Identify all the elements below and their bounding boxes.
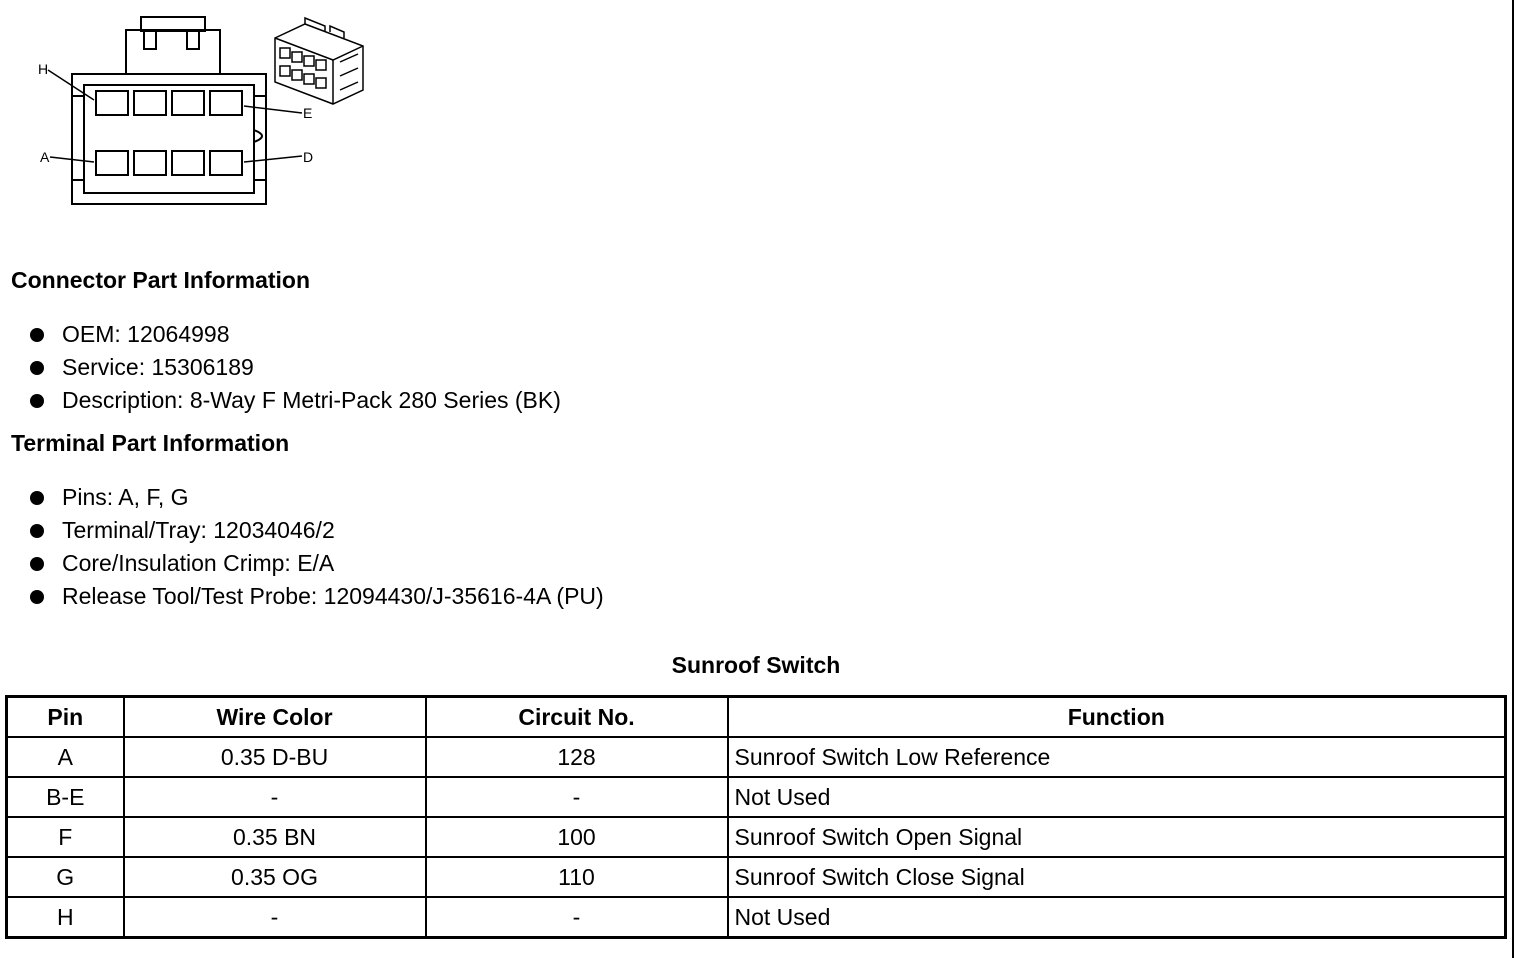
circuit-cell: 110 bbox=[426, 857, 728, 897]
pin-cell: H bbox=[7, 897, 124, 938]
column-header-pin: Pin bbox=[7, 697, 124, 738]
right-border-rule bbox=[1512, 0, 1514, 958]
function-cell: Sunroof Switch Low Reference bbox=[728, 737, 1506, 777]
table-row bbox=[7, 857, 1506, 897]
circuit-cell: - bbox=[426, 777, 728, 817]
function-cell: Not Used bbox=[728, 777, 1506, 817]
list-item bbox=[28, 351, 561, 384]
wire-color-cell: 0.35 BN bbox=[124, 817, 426, 857]
pin-label-a: A bbox=[40, 149, 50, 165]
service-part-text: Service: 15306189 bbox=[62, 354, 254, 380]
pin-cell: B-E bbox=[7, 777, 124, 817]
bullet-icon bbox=[30, 361, 44, 375]
list-item bbox=[28, 384, 561, 417]
pin-cell: G bbox=[7, 857, 124, 897]
bullet-icon bbox=[30, 557, 44, 571]
connector-info-list bbox=[28, 318, 561, 417]
circuit-cell: 100 bbox=[426, 817, 728, 857]
bullet-icon bbox=[30, 491, 44, 505]
release-tool-text: Release Tool/Test Probe: 12094430/J-35616-4A (PU) bbox=[62, 583, 604, 609]
pin-cell: A bbox=[7, 737, 124, 777]
bullet-icon bbox=[30, 394, 44, 408]
terminal-info-heading: Terminal Part Information bbox=[11, 430, 290, 456]
pin-cavities bbox=[96, 91, 242, 175]
pin-cell: F bbox=[7, 817, 124, 857]
pinout-table bbox=[5, 695, 1507, 939]
crimp-text: Core/Insulation Crimp: E/A bbox=[62, 550, 335, 576]
function-cell: Not Used bbox=[728, 897, 1506, 938]
connector-isometric-illustration bbox=[275, 18, 363, 104]
table-row bbox=[7, 897, 1506, 938]
pins-text: Pins: A, F, G bbox=[62, 484, 189, 510]
pin-label-e: E bbox=[303, 105, 313, 121]
wire-color-cell: 0.35 D-BU bbox=[124, 737, 426, 777]
list-item bbox=[28, 580, 604, 613]
column-header-function: Function bbox=[728, 697, 1506, 738]
oem-part-text: OEM: 12064998 bbox=[62, 321, 230, 347]
wire-color-cell: - bbox=[124, 777, 426, 817]
description-text: Description: 8-Way F Metri-Pack 280 Series (BK) bbox=[62, 387, 561, 413]
terminal-info-list bbox=[28, 481, 604, 613]
table-row bbox=[7, 777, 1506, 817]
wire-color-cell: 0.35 OG bbox=[124, 857, 426, 897]
connector-face-diagram bbox=[30, 10, 380, 215]
list-item bbox=[28, 481, 604, 514]
bullet-icon bbox=[30, 590, 44, 604]
column-header-circuit: Circuit No. bbox=[426, 697, 728, 738]
bullet-icon bbox=[30, 524, 44, 538]
table-title: Sunroof Switch bbox=[671, 652, 841, 678]
list-item bbox=[28, 318, 561, 351]
terminal-tray-text: Terminal/Tray: 12034046/2 bbox=[62, 517, 335, 543]
column-header-wire-color: Wire Color bbox=[124, 697, 426, 738]
table-row bbox=[7, 737, 1506, 777]
bullet-icon bbox=[30, 328, 44, 342]
pin-label-h: H bbox=[38, 61, 49, 77]
list-item bbox=[28, 547, 604, 580]
circuit-cell: 128 bbox=[426, 737, 728, 777]
table-row bbox=[7, 817, 1506, 857]
pin-label-d: D bbox=[303, 149, 314, 165]
list-item bbox=[28, 514, 604, 547]
table-header-row bbox=[7, 697, 1506, 738]
connector-info-heading: Connector Part Information bbox=[11, 267, 311, 293]
function-cell: Sunroof Switch Close Signal bbox=[728, 857, 1506, 897]
wire-color-cell: - bbox=[124, 897, 426, 938]
circuit-cell: - bbox=[426, 897, 728, 938]
function-cell: Sunroof Switch Open Signal bbox=[728, 817, 1506, 857]
